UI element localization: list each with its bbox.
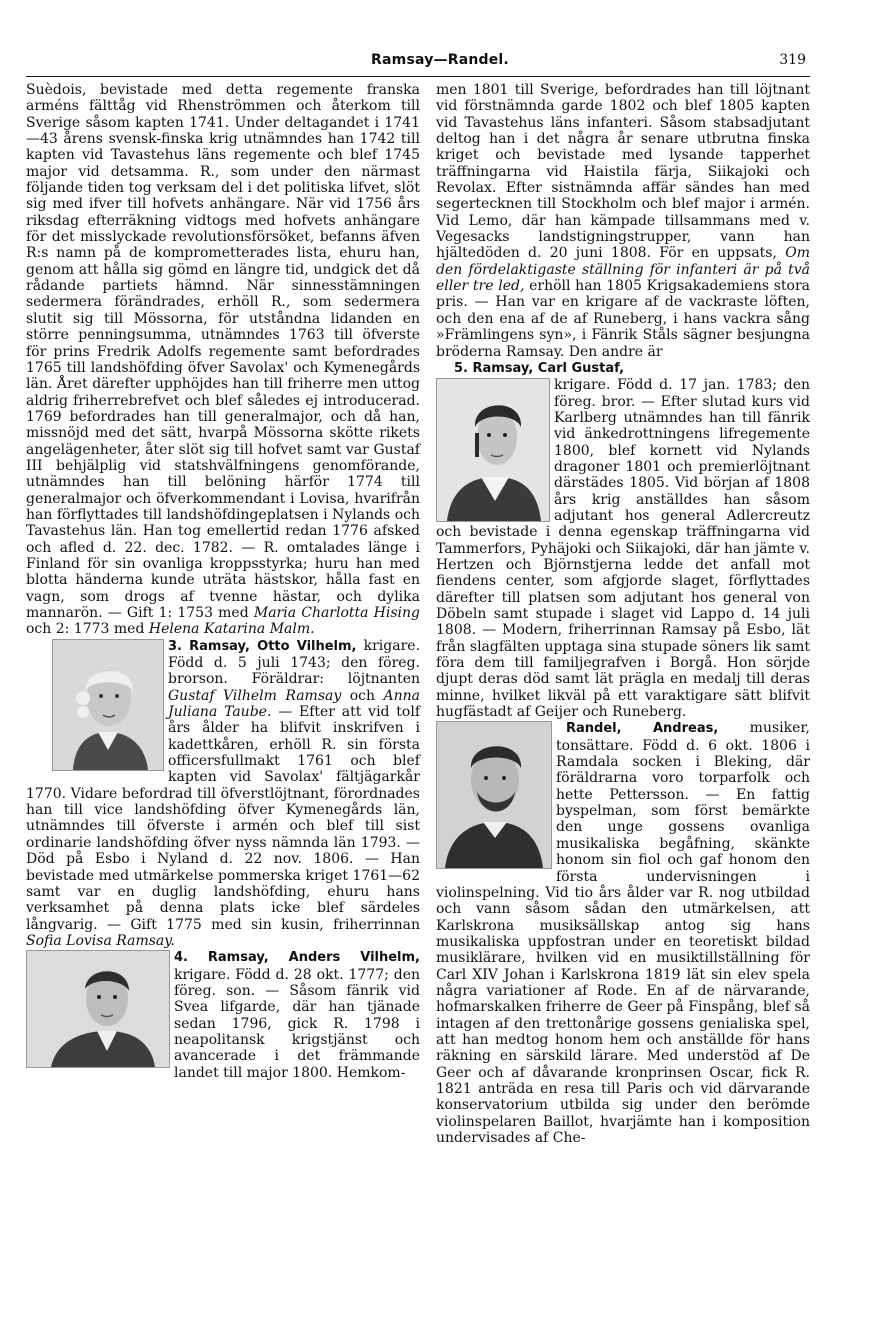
entry-number: 3. [168, 638, 182, 654]
spouse-name: Helena Katarina Malm. [148, 621, 315, 638]
spouse-name: Sofia Lovisa Ramsay. [26, 932, 175, 949]
entry-text: krigare. Född d. 28 okt. 1777; den föreg. son. — Såsom fänrik vid Svea lifgarde, där han tjänade sedan 1796, gick R. 1798 i neapolitansk krigstjänst och avancerade i det främmande landet till major 1800. Hemkom- [174, 966, 420, 1081]
essay-title: Om den fördelaktigaste ställning för infanteri är på två eller tre led, [436, 245, 810, 295]
entry-text: musiker, tonsättare. Född d. 6 okt. 1806 i Ramdala socken i Bleking, där föräldrarna voro torparfolk och hette Pettersson. — En fattig byspelman, som först bemärkte den unge gossens ovanliga musikaliska begåfning, skänkte honom sin fiol och gaf honom den första undervisningen i violinspelning. Vid tio års ålder var R. nog utbildad och vann såsom sådan den utmärkelsen, att Karlskrona musiksällskap antog sig hans musikaliska uppfostran under en teoretiskt bildad musiklärare, hvilken vid en musiktillställning för Carl XIV Johan i Karlskrona 1819 lät sin elev spela några variationer af Rode. En af de närvarande, hofmarskalken friherre de Geer på Finspång, blef så intagen af den trettonårige gossens genialiska spel, att han medtog honom hem och anställde för hans räkning en särskild lärare. Med understöd af De Geer och af dåvarande kronprinsen Oscar, fick R. 1821 anträda en resa till Paris och vid därvarande konservatorium utbilda sig under den berömde violinspelaren Baillot, hvarjämte han i komposition undervisades af Che- [436, 720, 810, 1146]
entry-carl-gustaf [436, 360, 810, 377]
running-head-title: Ramsay—Randel. [371, 52, 509, 68]
entry-text: krigare. Född d. 5 juli 1743; den föreg. brorson. Föräldrar: löjtnanten [168, 637, 421, 688]
article-continuation [26, 82, 420, 638]
father-name: Gustaf Vilhelm Ramsay [168, 687, 342, 704]
connector-text: och [349, 687, 376, 704]
entry-carl-gustaf-body [436, 377, 810, 720]
portrait-carl-gustaf-ramsay [436, 378, 550, 522]
entry-headword: Randel, Andreas, [566, 721, 719, 737]
entry-text: krigare. Född d. 17 jan. 1783; den föreg. bror. — Efter slutad kurs vid Karlberg utnämndes han till fänrik vid änkedrottningens lifregemente 1800, blef kornett vid Nylands dragoner 1801 och premierlöjtnant därstädes 1805. Vid början af 1808 års krig anställdes han såsom adjutant hos general Adlercreutz och bevistade i denna egenskap träffningarna vid Tammerfors, Pyhäjoki och Siikajoki, där han jämte v. Hertzen och Björnstjerna ledde det anfall mot fiendens center, som afgjorde slaget, förflyttades därefter till platsen som adjutant hos general von Döbeln samt stupade i slaget vid Lappo d. 14 juli 1808. — Modern, friherrinnan Ramsay på Esbo, lät från slagfälten upptaga sina stupade söners lik samt föra dem till familjegrafven i Borgå. Hon sörjde djupt deras död samt lät prägla en medalj till deras minne, hvilket likväl på ett varaktigare sätt blifvit hugfästadt af Geijer och Runeberg. [436, 377, 810, 721]
page-number: 319 [779, 52, 806, 68]
running-head [0, 52, 880, 74]
continuation-text: Suèdois, bevistade med detta regemente franska arméns fälttåg vid Rhenströmmen och återkom till Sverige såsom kapten 1741. Under deltagandet i 1741—43 årens svensk-finska krig utnämndes han 1742 till kapten vid Tavastehus läns regemente och blef 1745 major vid detsamma. R., som under den närmast följande tiden tog verksam del i det politiska lifvet, slöt sig med ifver till hofvets anhängare. När vid 1756 års riksdag efterräkning vidtogs med hofvets anhängare för det misslyckade revolutionsförsöket, befanns äfven R:s namn på de komprometterades lista, ehuru han, genom att hålla sig gömd en längre tid, undgick det då rådande partiets hämnd. När sinnesstämningen sedermera förändrades, erhöll R., som sedermera slutit sig till Mössorna, för utståndna lidanden en större penningsumma, utnämndes 1763 till öfverste för prins Fredrik Adolfs regemente samt befordrades 1765 till landshöfding öfver Savolax' och Kymenegårds län. Året därefter upphöjdes han till friherre men uttog aldrig friherrebrefvet och blef således ej introducerad. 1769 befordrades han till generalmajor, och då han, missnöjd med det sätt, hvarpå Mössorna skötte rikets angelägenheter, åter slöt sig till hofvet samt var Gustaf III behjälplig vid statshvälfningens genomförande, utnämndes han till belöning härför 1774 till generalmajor och öfverkommendant i Lovisa, hvarifrån han förflyttades till landshöfdingeplatsen i Nylands och Tavastehus län. Han tog emellertid redan 1776 afsked och afled d. 22. dec. 1782. — R. omtalades länge i Finland för sin ovanliga kroppsstyrka; huru han med blotta händerna kunde uträta hästskor, hålla fast en vagn, som drogs af tvenne hästar, och dylika mannarön. — Gift 1: 1753 med [26, 82, 420, 621]
entry-anders-vilhelm [26, 949, 420, 1081]
entry-headword: Ramsay, Anders Vilhelm, [207, 950, 420, 966]
entry-number: 5. [454, 360, 468, 376]
entry-headword: Ramsay, Otto Vilhelm, [189, 638, 357, 654]
continuation-text: erhöll han 1805 Krigsakademiens stora pris. — Han var en krigare af de vackraste löften, och den ena af de af Runeberg, i hans vackra sång »Främlingens syn», i Fänrik Ståls sägner besjungna bröderna Ramsay. Den andre är [436, 278, 811, 360]
mother-name: Anna Juliana Taube. [168, 687, 420, 721]
entry-headword: Ramsay, Carl Gustaf, [472, 360, 625, 376]
portrait-anders-vilhelm-ramsay [26, 950, 170, 1068]
portrait-otto-vilhelm-ramsay [52, 639, 164, 771]
entry-number: 4. [174, 950, 188, 966]
left-column [26, 82, 420, 1081]
right-column [436, 82, 810, 1146]
article-continuation [436, 82, 810, 360]
entry-andreas-randel [436, 720, 810, 1146]
connector-text: och 2: 1773 med [26, 621, 145, 638]
entry-otto-vilhelm [26, 638, 420, 950]
spouse-name: Maria Charlotta Hising [253, 605, 420, 621]
entry-text: — Efter att vid tolf års ålder ha blifvit inskrifven i kadettkåren, erhöll R. sin första officersfullmakt 1761 och blef kapten vid Savolax' fältjägarkår 1770. Vidare befordrad till öfverstlöjtnant, förordnades han till vice landshöfding öfver Kymenegårds län, utnämndes till öfverste i armén och blef till sist ordinarie landshöfding öfver nyss nämnda län 1793. — Död på Esbo i Nyland d. 22 nov. 1806. — Han bevistade med utmärkelse pommerska kriget 1761—62 samt var en duglig landshöfding, ehuru hans verksamhet på denna plats icke blef särdeles långvarig. — Gift 1775 med sin kusin, friherrinnan [26, 704, 421, 933]
header-rule [26, 76, 810, 77]
portrait-andreas-randel [436, 721, 552, 869]
continuation-text: men 1801 till Sverige, befordrades han till löjtnant vid förstnämnda garde 1802 och blef 1805 kapten vid Tavastehus läns infanteri. Såsom stabsadjutant deltog han i det några år senare utbrutna finska kriget och bevistade med lysande tapperhet träffningarna vid Haistila färja, Siikajoki och Revolax. Efter sistnämnda affär sändes han med segertecknen till Stockholm och blef major i armén. Vid Lemo, där han kämpade tillsammans med v. Vegesacks landstigningstrupper, vann han hjältedöden d. 20 juni 1808. För en uppsats, [436, 82, 810, 262]
